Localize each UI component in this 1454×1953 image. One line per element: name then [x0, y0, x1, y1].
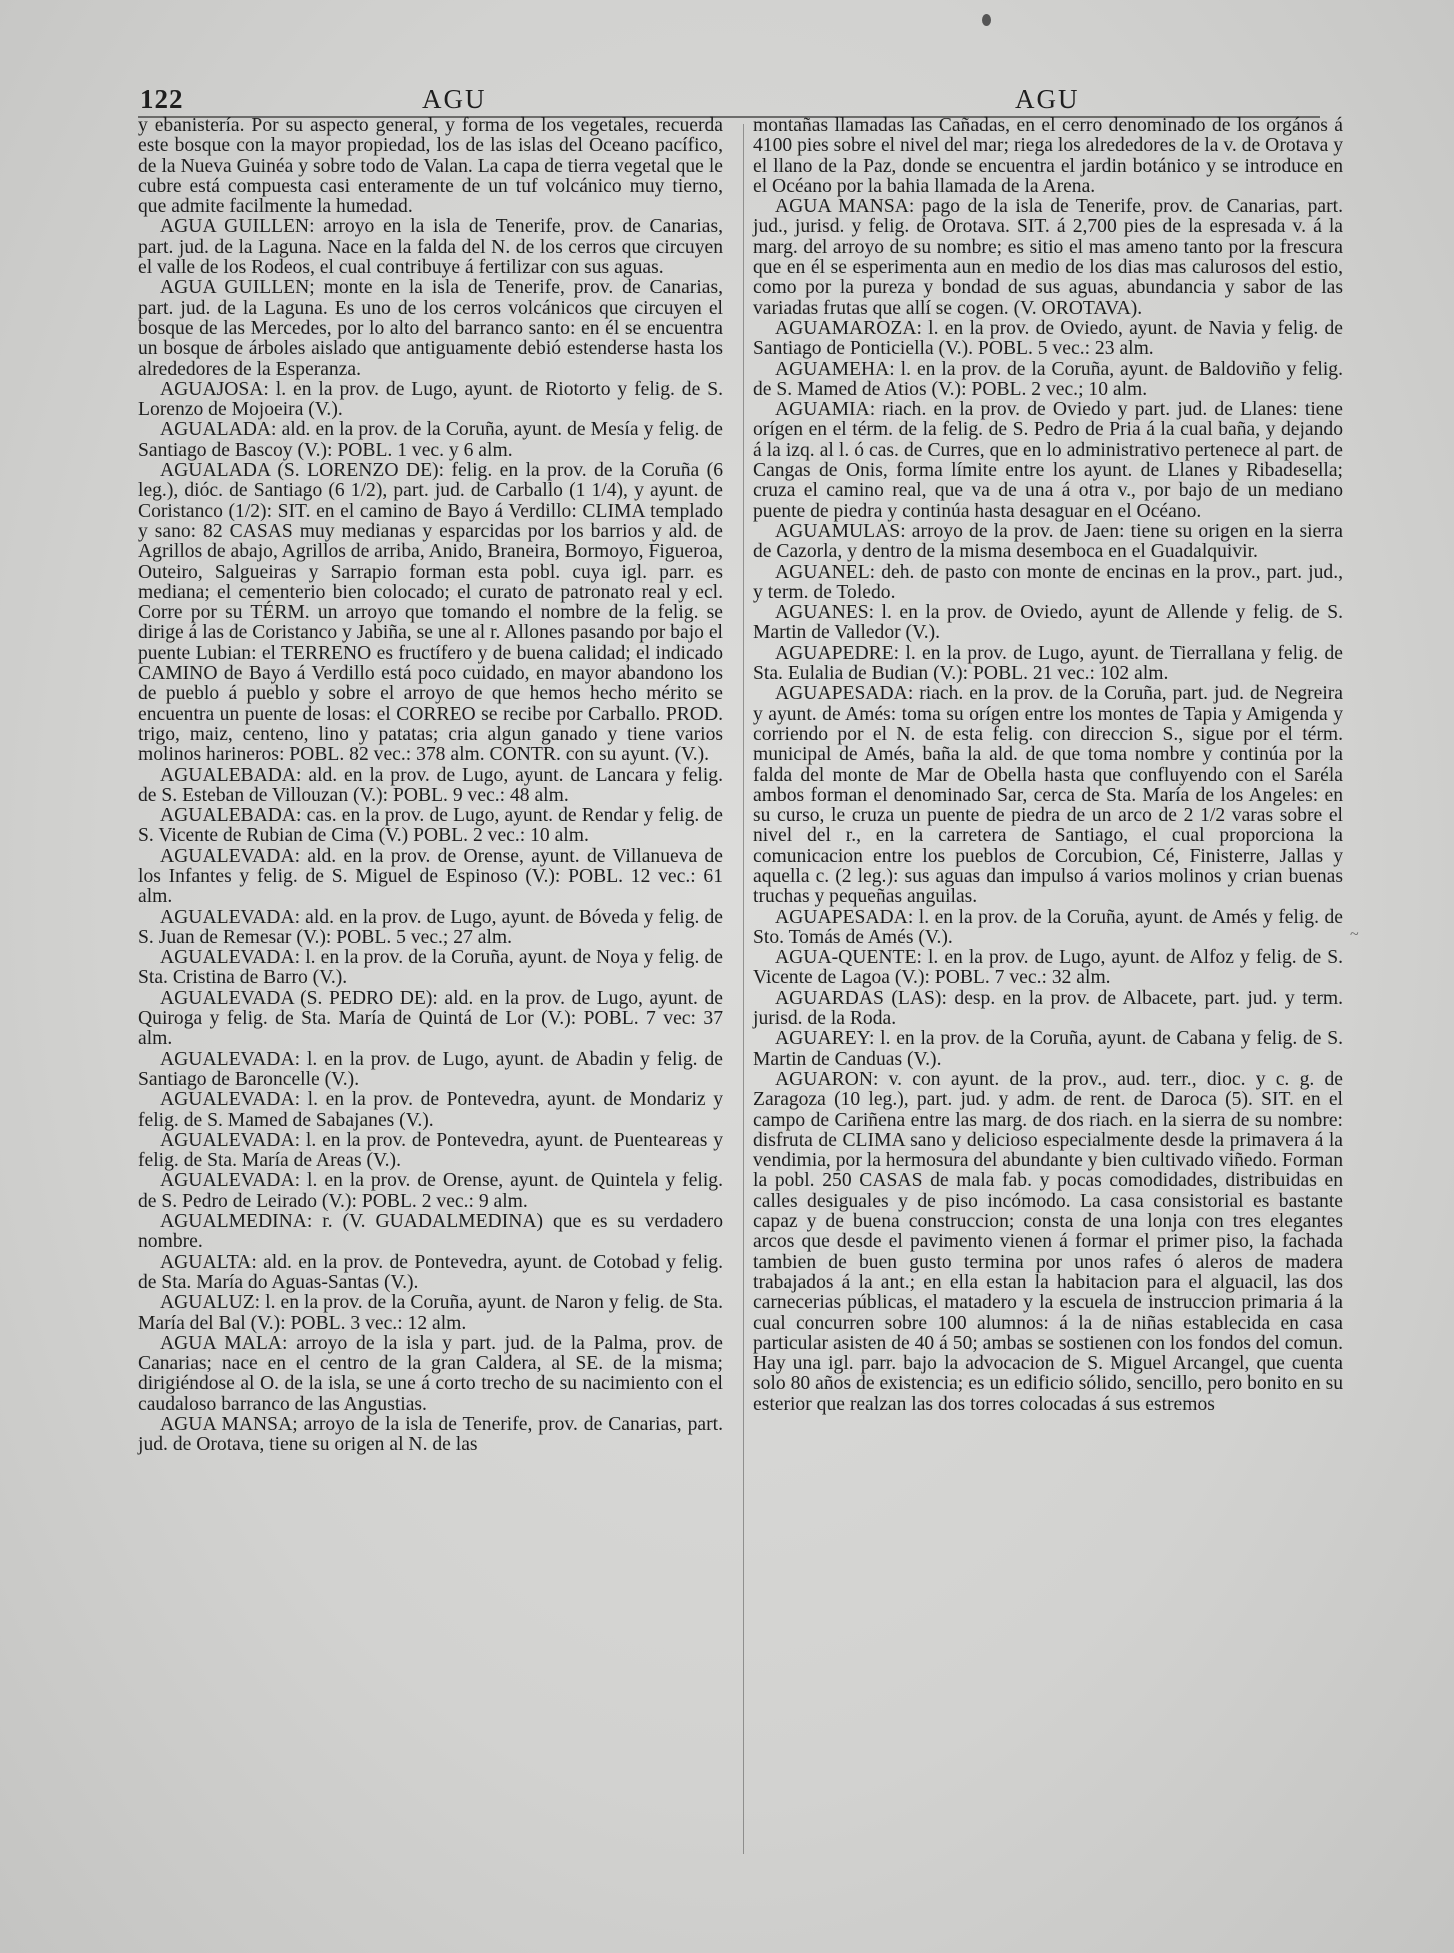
- dictionary-entry: AGUALTA: ald. en la prov. de Pontevedra, ayunt. de Cotobad y felig. de Sta. María do Aguas-Santas (V.).: [138, 1251, 723, 1293]
- dictionary-entry: AGUAJOSA: l. en la prov. de Lugo, ayunt. de Riotorto y felig. de S. Lorenzo de Mojoeira (V.).: [138, 378, 723, 421]
- dictionary-entry: AGUALADA: ald. en la prov. de la Coruña, ayunt. de Mesía y felig. de Santiago de Bascoy (V.): POBL. 1 vec. y 6 alm.: [138, 419, 723, 461]
- dictionary-entry: AGUAPEDRE: l. en la prov. de Lugo, ayunt. de Tierrallana y felig. de Sta. Eulalia de Budian (V.): POBL. 21 vec.: 102 alm.: [753, 642, 1343, 685]
- dictionary-entry: AGUA GUILLEN; monte en la isla de Tenerife, prov. de Canarias, part. jud. de la Laguna. Es uno de los cerros volcánicos que circuyen el bosque de las Mercedes, por lo alto del barranco santo: en él se encuentra un bosque de árboles aislado que antiguamente debió estenderse hasta los alrededores de la Esperanza.: [138, 277, 723, 380]
- dictionary-entry: AGUALEBADA: cas. en la prov. de Lugo, ayunt. de Rendar y felig. de S. Vicente de Rubian de Cima (V.) POBL. 2 vec.: 10 alm.: [138, 805, 723, 847]
- dictionary-entry: AGUALEVADA (S. PEDRO DE): ald. en la prov. de Lugo, ayunt. de Quiroga y felig. de Sta. María de Quintá de Lor (V.): POBL. 7 vec: 37 alm.: [138, 987, 723, 1050]
- dictionary-entry: AGUANEL: deh. de pasto con monte de encinas en la prov., part. jud., y term. de Toledo.: [753, 561, 1343, 603]
- dictionary-entry: AGUALUZ: l. en la prov. de la Coruña, ayunt. de Naron y felig. de Sta. María del Bal (V.): POBL. 3 vec.: 12 alm.: [138, 1292, 723, 1334]
- dictionary-entry: AGUAREY: l. en la prov. de la Coruña, ayunt. de Cabana y felig. de S. Martin de Canduas (V.).: [753, 1028, 1343, 1070]
- dictionary-entry: AGUA-QUENTE: l. en la prov. de Lugo, ayunt. de Alfoz y felig. de S. Vicente de Lagoa (V.): POBL. 7 vec.: 32 alm.: [753, 947, 1343, 989]
- left-running-title: AGU: [422, 84, 487, 114]
- dictionary-entry: AGUARDAS (LAS): desp. en la prov. de Albacete, part. jud. y term. jurisd. de la Roda.: [753, 987, 1343, 1030]
- dictionary-entry: AGUAMEHA: l. en la prov. de la Coruña, ayunt. de Baldoviño y felig. de S. Mamed de Atios (V.): POBL. 2 vec.; 10 alm.: [753, 358, 1343, 400]
- dictionary-entry: AGUA MANSA; arroyo de la isla de Tenerife, prov. de Canarias, part. jud. de Orotava, tiene su origen al N. de las: [138, 1414, 723, 1456]
- dictionary-entry: AGUA GUILLEN: arroyo en la isla de Tenerife, prov. de Canarias, part. jud. de la Laguna. Nace en la falda del N. de los cerros que circuyen el valle de los Rodeos, el cual contribuye á fertilizar con sus aguas.: [138, 216, 723, 279]
- dictionary-entry: AGUALEVADA: ald. en la prov. de Lugo, ayunt. de Bóveda y felig. de S. Juan de Remesar (V.): POBL. 5 vec.; 27 alm.: [138, 906, 723, 948]
- dictionary-entry: AGUAMIA: riach. en la prov. de Oviedo y part. jud. de Llanes: tiene orígen en el térm. de la felig. de S. Pedro de Pria á la cual baña, y dejando á la izq. al l. ó cas. de Curres, que en lo administrativo pertenece al part. de Cangas de Onis, forma límite entre los ayunt. de Llanes y Ribadesella; cruza el camino real, que va de una á otra v., por bajo de un mediano puente de piedra y continúa hasta desaguar en el Océano.: [753, 399, 1343, 522]
- dictionary-entry: AGUA MANSA: pago de la isla de Tenerife, prov. de Canarias, part. jud., jurisd. y felig. de Orotava. SIT. á 2,700 pies de la espresada v. á la marg. del arroyo de su nombre; es sitio el mas ameno tanto por la frescura que en él se esperimenta aun en medio de los dias mas calurosos del estio, como por la pureza y bondad de sus aguas, abundancia y sabor de las variadas frutas que allí se cogen. (V. OROTAVA).: [753, 196, 1343, 319]
- dictionary-entry: AGUARON: v. con ayunt. de la prov., aud. terr., dioc. y c. g. de Zaragoza (10 leg.), part. jud. y adm. de rent. de Daroca (5). SIT. en el campo de Cariñena entre las marg. de dos riach. en la sierra de su nombre: disfruta de CLIMA sano y delicioso especialmente desde la primavera á la vendimia, por la hermosura del abundante y bien cultivado viñedo. Forman la pobl. 250 CASAS de mala fab. y pocas comodidades, distribuidas en calles desiguales y de piso incómodo. La casa consistorial es bastante capaz y de buena construccion; consta de una lonja con tres elegantes arcos que desde el pavimento vienen á formar el primer piso, la fachada tambien de buen gusto termina por unos rafes ó aleros de madera trabajados á la ant.; en ella estan la habitacion para el alguacil, las dos carnecerias públicas, el matadero y la escuela de instruccion primaria á la cual concurren sobre 100 alumnos: á la de niñas establecida en casa particular asisten de 40 á 50; ambas se sostienen con los fondos del comun. Hay una igl. parr. bajo la advocacion de S. Miguel Arcangel, que cuenta solo 80 años de existencia; es un edificio sólido, sencillo, pero bonito en su esterior que realzan las dos torres colocadas á sus estremos: [753, 1068, 1343, 1415]
- dictionary-entry: AGUANES: l. en la prov. de Oviedo, ayunt de Allende y felig. de S. Martin de Valledor (V.).: [753, 602, 1343, 644]
- dictionary-entry: AGUALEVADA: l. en la prov. de Pontevedra, ayunt. de Puenteareas y felig. de Sta. María de Areas (V.).: [138, 1129, 723, 1172]
- dictionary-entry: AGUALEVADA: l. en la prov. de Lugo, ayunt. de Abadin y felig. de Santiago de Baroncelle (V.).: [138, 1048, 723, 1090]
- page-number: 122: [140, 84, 184, 114]
- dictionary-entry: AGUAPESADA: riach. en la prov. de la Coruña, part. jud. de Negreira y ayunt. de Amés: toma su orígen entre los montes de Tapia y Amigenda y corriendo por el N. de esta felig. con direccion S., sigue por el térm. municipal de Amés, baña la ald. de que toma nombre y continúa por la falda del monte de Mar de Obella hasta que confluyendo con el Saréla ambos forman el denominado Sar, cerca de Sta. María de los Angeles: en su curso, le cruza un puente de piedra de un arco de 2 1/2 varas sobre el nivel del r., en la carretera de Santiago, el cual proporciona la comunicacion entre los pueblos de Corcubion, Cé, Finisterre, Jallas y aquella c. (2 leg.): sus aguas dan impulso á varios molinos y crian buenas truchas y pequeñas anguilas.: [753, 683, 1343, 908]
- dictionary-entry: AGUAMAROZA: l. en la prov. de Oviedo, ayunt. de Navia y felig. de Santiago de Ponticiella (V.). POBL. 5 vec.: 23 alm.: [753, 317, 1343, 360]
- left-column: [138, 116, 723, 1456]
- dictionary-entry: y ebanistería. Por su aspecto general, y forma de los vegetales, recuerda este bosque con la mayor propiedad, los de las islas del Oceano pacífico, de la Nueva Guinéa y sobre todo de Valan. La capa de tierra vegetal que le cubre está compuesta casi enteramente de un tuf volcánico muy tierno, que admite facilmente la humedad.: [138, 115, 723, 218]
- dictionary-entry: AGUALEVADA: ald. en la prov. de Orense, ayunt. de Villanueva de los Infantes y felig. de S. Miguel de Espinoso (V.): POBL. 12 vec.: 61 alm.: [138, 845, 723, 908]
- dictionary-entry: montañas llamadas las Cañadas, en el cerro denominado de los orgános á 4100 pies sobre el nivel del mar; riega los alrededores de la v. de Orotava y el llano de la Paz, donde se encuentra el jardin botánico y se introduce en el Océano por la bahia llamada de la Arena.: [753, 115, 1343, 197]
- dictionary-entry: AGUA MALA: arroyo de la isla y part. jud. de la Palma, prov. de Canarias; nace en el centro de la gran Caldera, al SE. de la misma; dirigiéndose al O. de la isla, se une á corto trecho de su nacimiento con el caudaloso barranco de las Angustias.: [138, 1332, 723, 1415]
- dictionary-entry: AGUAMULAS: arroyo de la prov. de Jaen: tiene su origen en la sierra de Cazorla, y dentro de la misma desemboca en el Guadalquivir.: [753, 520, 1343, 563]
- dictionary-entry: AGUALEVADA: l. en la prov. de la Coruña, ayunt. de Noya y felig. de Sta. Cristina de Barro (V.).: [138, 947, 723, 989]
- dictionary-entry: AGUALADA (S. LORENZO DE): felig. en la prov. de la Coruña (6 leg.), dióc. de Santiago (6 1/2), part. jud. de Carballo (1 1/4), y ayunt. de Coristanco (1/2): SIT. en el camino de Bayo á Verdillo: CLIMA templado y sano: 82 CASAS muy medianas y esparcidas por los barrios y ald. de Agrillos de abajo, Agrillos de arriba, Anido, Braneira, Bormoyo, Figueroa, Outeiro, Salgueiras y Sarrapio forman esta pobl. cuya igl. parr. es mediana; el cementerio bien colocado; el curato de patronato real y ecl. Corre por su TÉRM. un arroyo que tomando el nombre de la felig. se dirige á las de Coristanco y Jabiña, se une al r. Allones pasando por bajo el puente Lubian: el TERRENO es fructífero y de buena calidad; el indicado CAMINO de Bayo á Verdillo está poco cuidado, en mayor abandono los de pueblo á pueblo y sobre el arroyo de que hemos hecho mérito se encuentra un puente de losas: el CORREO se recibe por Carballo. PROD. trigo, maiz, centeno, lino y patatas; cria algun ganado y tiene varios molinos harineros: POBL. 82 vec.: 378 alm. CONTR. con su ayunt. (V.).: [138, 460, 723, 766]
- right-running-title: AGU: [1015, 84, 1080, 114]
- dictionary-entry: AGUALEBADA: ald. en la prov. de Lugo, ayunt. de Lancara y felig. de S. Esteban de Villouzan (V.): POBL. 9 vec.: 48 alm.: [138, 764, 723, 806]
- column-divider: [743, 124, 744, 1854]
- ink-spot: [982, 14, 991, 26]
- margin-mark: ~: [1350, 926, 1359, 943]
- dictionary-entry: AGUALMEDINA: r. (V. GUADALMEDINA) que es su verdadero nombre.: [138, 1211, 723, 1253]
- running-head: [140, 84, 1084, 118]
- dictionary-entry: AGUALEVADA: l. en la prov. de Pontevedra, ayunt. de Mondariz y felig. de S. Mamed de Sabajanes (V.).: [138, 1089, 723, 1131]
- dictionary-entry: AGUAPESADA: l. en la prov. de la Coruña, ayunt. de Amés y felig. de Sto. Tomás de Amés (V.).: [753, 906, 1343, 948]
- dictionary-entry: AGUALEVADA: l. en la prov. de Orense, ayunt. de Quintela y felig. de S. Pedro de Leirado (V.): POBL. 2 vec.: 9 alm.: [138, 1170, 723, 1212]
- right-column: [753, 116, 1343, 1415]
